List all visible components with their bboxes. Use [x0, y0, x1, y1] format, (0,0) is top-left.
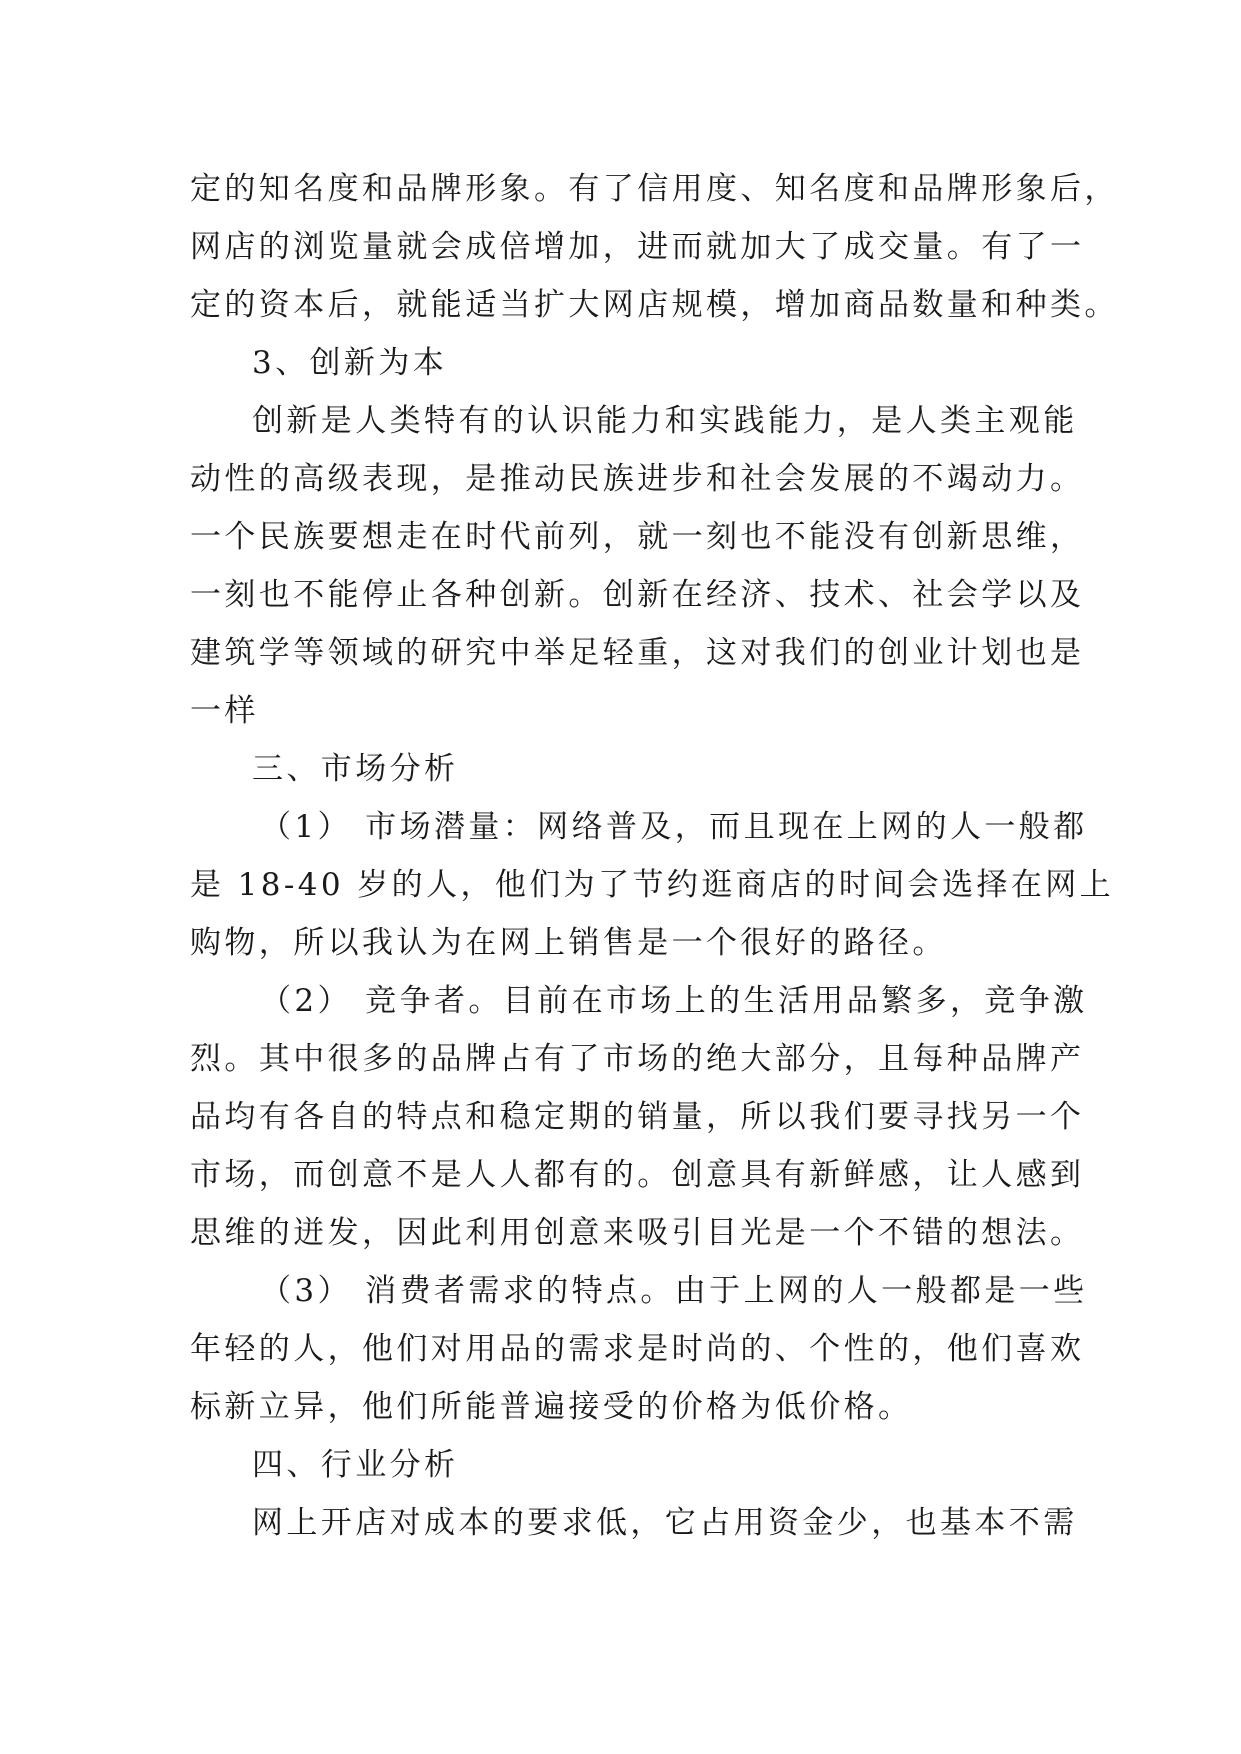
- paragraph-line: 一个民族要想走在时代前列，就一刻也不能没有创新思维，: [190, 519, 1085, 555]
- paragraph-line: 定的资本后，就能适当扩大网店规模，增加商品数量和种类。: [190, 287, 1119, 323]
- paragraph-line: 定的知名度和品牌形象。有了信用度、知名度和品牌形象后，: [190, 171, 1119, 207]
- paragraph-line: 市场，而创意不是人人都有的。创意具有新鲜感，让人感到: [190, 1157, 1085, 1193]
- paragraph-line: 是 18-40 岁的人，他们为了节约逛商店的时间会选择在网上: [190, 867, 1115, 903]
- paragraph-line: 购物，所以我认为在网上销售是一个很好的路径。: [190, 925, 947, 961]
- section-heading-market-analysis: 三、市场分析: [252, 751, 459, 787]
- paragraph-line: 创新是人类特有的认识能力和实践能力，是人类主观能: [252, 403, 1078, 439]
- paragraph-line: 网店的浏览量就会成倍增加，进而就加大了成交量。有了一: [190, 229, 1085, 265]
- body-text: [190, 160, 1119, 1552]
- paragraph-line: 思维的迸发，因此利用创意来吸引目光是一个不错的想法。: [190, 1215, 1085, 1251]
- paragraph-line: 标新立异，他们所能普遍接受的价格为低价格。: [190, 1389, 913, 1425]
- paragraph-line: 品均有各自的特点和稳定期的销量，所以我们要寻找另一个: [190, 1099, 1085, 1135]
- paragraph-line: 一样: [190, 693, 259, 729]
- paragraph-line: 一刻也不能停止各种创新。创新在经济、技术、社会学以及: [190, 577, 1085, 613]
- list-item-consumer-demand: （3） 消费者需求的特点。由于上网的人一般都是一些: [260, 1273, 1088, 1309]
- paragraph-line: 年轻的人，他们对用品的需求是时尚的、个性的，他们喜欢: [190, 1331, 1085, 1367]
- paragraph-line: 网上开店对成本的要求低，它占用资金少，也基本不需: [252, 1505, 1078, 1541]
- list-item-competitors: （2） 竞争者。目前在市场上的生活用品繁多，竞争激: [260, 983, 1088, 1019]
- section-heading-innovation: 3、创新为本: [252, 345, 448, 381]
- paragraph-line: 建筑学等领域的研究中举足轻重，这对我们的创业计划也是: [190, 635, 1085, 671]
- paragraph-line: 动性的高级表现，是推动民族进步和社会发展的不竭动力。: [190, 461, 1085, 497]
- paragraph-line: 烈。其中很多的品牌占有了市场的绝大部分，且每种品牌产: [190, 1041, 1085, 1077]
- list-item-market-potential: （1） 市场潜量：网络普及，而且现在上网的人一般都: [260, 809, 1088, 845]
- section-heading-industry-analysis: 四、行业分析: [252, 1447, 459, 1483]
